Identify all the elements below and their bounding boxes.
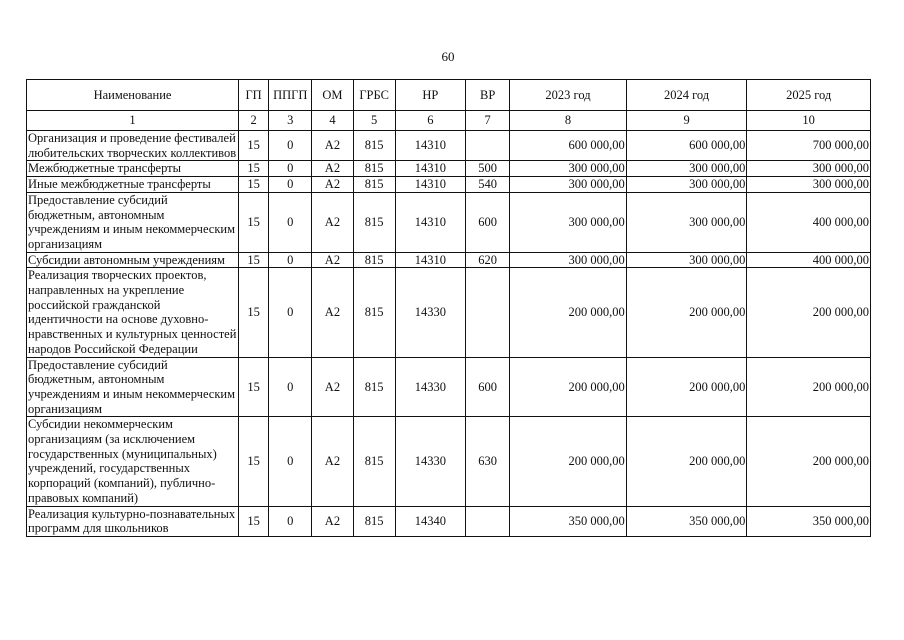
row-vr: 500 xyxy=(466,161,510,177)
row-gp: 15 xyxy=(239,177,269,193)
column-number: 2 xyxy=(239,111,269,131)
row-grbs: 815 xyxy=(353,357,395,417)
row-2025: 200 000,00 xyxy=(747,357,871,417)
row-name: Межбюджетные трансферты xyxy=(27,161,239,177)
row-2024: 300 000,00 xyxy=(626,177,747,193)
row-2024: 600 000,00 xyxy=(626,131,747,161)
row-name: Предоставление субсидий бюджетным, автономным учреждениям и иным некоммерческим организациям xyxy=(27,192,239,252)
column-number: 7 xyxy=(466,111,510,131)
row-2024: 300 000,00 xyxy=(626,161,747,177)
row-vr xyxy=(466,268,510,357)
row-2023: 300 000,00 xyxy=(510,177,627,193)
row-nr: 14310 xyxy=(395,161,465,177)
row-grbs: 815 xyxy=(353,252,395,268)
column-number: 5 xyxy=(353,111,395,131)
row-ppgp: 0 xyxy=(269,252,312,268)
row-nr: 14330 xyxy=(395,268,465,357)
row-name: Субсидии автономным учреждениям xyxy=(27,252,239,268)
budget-table xyxy=(26,79,871,537)
table-row xyxy=(27,177,871,193)
row-nr: 14330 xyxy=(395,357,465,417)
row-name: Организация и проведение фестивалей любительских творческих коллективов xyxy=(27,131,239,161)
row-name: Реализация творческих проектов, направленных на укрепление российской гражданской идентичности на основе духовно-нравственных и культурных ценностей народов Российской Федерации xyxy=(27,268,239,357)
row-2023: 200 000,00 xyxy=(510,417,627,506)
row-grbs: 815 xyxy=(353,131,395,161)
row-gp: 15 xyxy=(239,268,269,357)
row-om: А2 xyxy=(312,357,353,417)
row-ppgp: 0 xyxy=(269,417,312,506)
row-2023: 300 000,00 xyxy=(510,252,627,268)
row-gp: 15 xyxy=(239,506,269,536)
table-header xyxy=(27,80,871,131)
row-gp: 15 xyxy=(239,161,269,177)
header-grbs: ГРБС xyxy=(353,80,395,111)
row-2024: 200 000,00 xyxy=(626,357,747,417)
row-nr: 14310 xyxy=(395,177,465,193)
column-number: 1 xyxy=(27,111,239,131)
column-number: 6 xyxy=(395,111,465,131)
row-name: Субсидии некоммерческим организациям (за исключением государственных (муниципальных) учреждений, государственных корпораций (компаний), публично-правовых компаний) xyxy=(27,417,239,506)
header-2025: 2025 год xyxy=(747,80,871,111)
row-2025: 400 000,00 xyxy=(747,252,871,268)
row-2023: 300 000,00 xyxy=(510,161,627,177)
row-2025: 300 000,00 xyxy=(747,177,871,193)
row-2023: 350 000,00 xyxy=(510,506,627,536)
header-ppgp: ППГП xyxy=(269,80,312,111)
row-om: А2 xyxy=(312,417,353,506)
row-ppgp: 0 xyxy=(269,506,312,536)
header-2023: 2023 год xyxy=(510,80,627,111)
column-number: 3 xyxy=(269,111,312,131)
row-ppgp: 0 xyxy=(269,192,312,252)
table-body xyxy=(27,131,871,537)
row-gp: 15 xyxy=(239,357,269,417)
header-name: Наименование xyxy=(27,80,239,111)
row-2025: 350 000,00 xyxy=(747,506,871,536)
column-number-row xyxy=(27,111,871,131)
row-nr: 14310 xyxy=(395,192,465,252)
row-gp: 15 xyxy=(239,252,269,268)
row-ppgp: 0 xyxy=(269,131,312,161)
row-nr: 14310 xyxy=(395,252,465,268)
row-grbs: 815 xyxy=(353,192,395,252)
row-2023: 300 000,00 xyxy=(510,192,627,252)
row-nr: 14340 xyxy=(395,506,465,536)
row-vr: 600 xyxy=(466,357,510,417)
row-2025: 300 000,00 xyxy=(747,161,871,177)
row-2023: 200 000,00 xyxy=(510,357,627,417)
header-row xyxy=(27,80,871,111)
row-name: Реализация культурно-познавательных программ для школьников xyxy=(27,506,239,536)
row-nr: 14310 xyxy=(395,131,465,161)
row-grbs: 815 xyxy=(353,268,395,357)
row-vr: 620 xyxy=(466,252,510,268)
row-ppgp: 0 xyxy=(269,357,312,417)
row-nr: 14330 xyxy=(395,417,465,506)
row-om: А2 xyxy=(312,131,353,161)
column-number: 10 xyxy=(747,111,871,131)
column-number: 8 xyxy=(510,111,627,131)
header-gp: ГП xyxy=(239,80,269,111)
row-vr xyxy=(466,506,510,536)
row-vr: 540 xyxy=(466,177,510,193)
table-row xyxy=(27,506,871,536)
row-2023: 600 000,00 xyxy=(510,131,627,161)
row-gp: 15 xyxy=(239,131,269,161)
table-row xyxy=(27,161,871,177)
row-om: А2 xyxy=(312,268,353,357)
row-om: А2 xyxy=(312,192,353,252)
page-number: 60 xyxy=(441,49,455,64)
row-om: А2 xyxy=(312,177,353,193)
row-ppgp: 0 xyxy=(269,268,312,357)
row-2024: 300 000,00 xyxy=(626,192,747,252)
row-2024: 200 000,00 xyxy=(626,417,747,506)
row-vr: 630 xyxy=(466,417,510,506)
row-2025: 200 000,00 xyxy=(747,268,871,357)
row-2025: 400 000,00 xyxy=(747,192,871,252)
row-grbs: 815 xyxy=(353,161,395,177)
row-gp: 15 xyxy=(239,192,269,252)
table-row xyxy=(27,252,871,268)
row-vr xyxy=(466,131,510,161)
row-grbs: 815 xyxy=(353,506,395,536)
row-vr: 600 xyxy=(466,192,510,252)
row-2024: 200 000,00 xyxy=(626,268,747,357)
row-2024: 350 000,00 xyxy=(626,506,747,536)
row-2025: 700 000,00 xyxy=(747,131,871,161)
row-name: Иные межбюджетные трансферты xyxy=(27,177,239,193)
header-nr: НР xyxy=(395,80,465,111)
row-name: Предоставление субсидий бюджетным, автономным учреждениям и иным некоммерческим организациям xyxy=(27,357,239,417)
header-vr: ВР xyxy=(466,80,510,111)
row-ppgp: 0 xyxy=(269,177,312,193)
row-om: А2 xyxy=(312,506,353,536)
row-grbs: 815 xyxy=(353,177,395,193)
row-gp: 15 xyxy=(239,417,269,506)
table-row xyxy=(27,131,871,161)
table-row xyxy=(27,417,871,506)
row-2024: 300 000,00 xyxy=(626,252,747,268)
row-ppgp: 0 xyxy=(269,161,312,177)
table-row xyxy=(27,268,871,357)
header-2024: 2024 год xyxy=(626,80,747,111)
table-row xyxy=(27,192,871,252)
table-row xyxy=(27,357,871,417)
column-number: 9 xyxy=(626,111,747,131)
row-om: А2 xyxy=(312,161,353,177)
row-2023: 200 000,00 xyxy=(510,268,627,357)
column-number: 4 xyxy=(312,111,353,131)
header-om: ОМ xyxy=(312,80,353,111)
row-grbs: 815 xyxy=(353,417,395,506)
row-om: А2 xyxy=(312,252,353,268)
row-2025: 200 000,00 xyxy=(747,417,871,506)
